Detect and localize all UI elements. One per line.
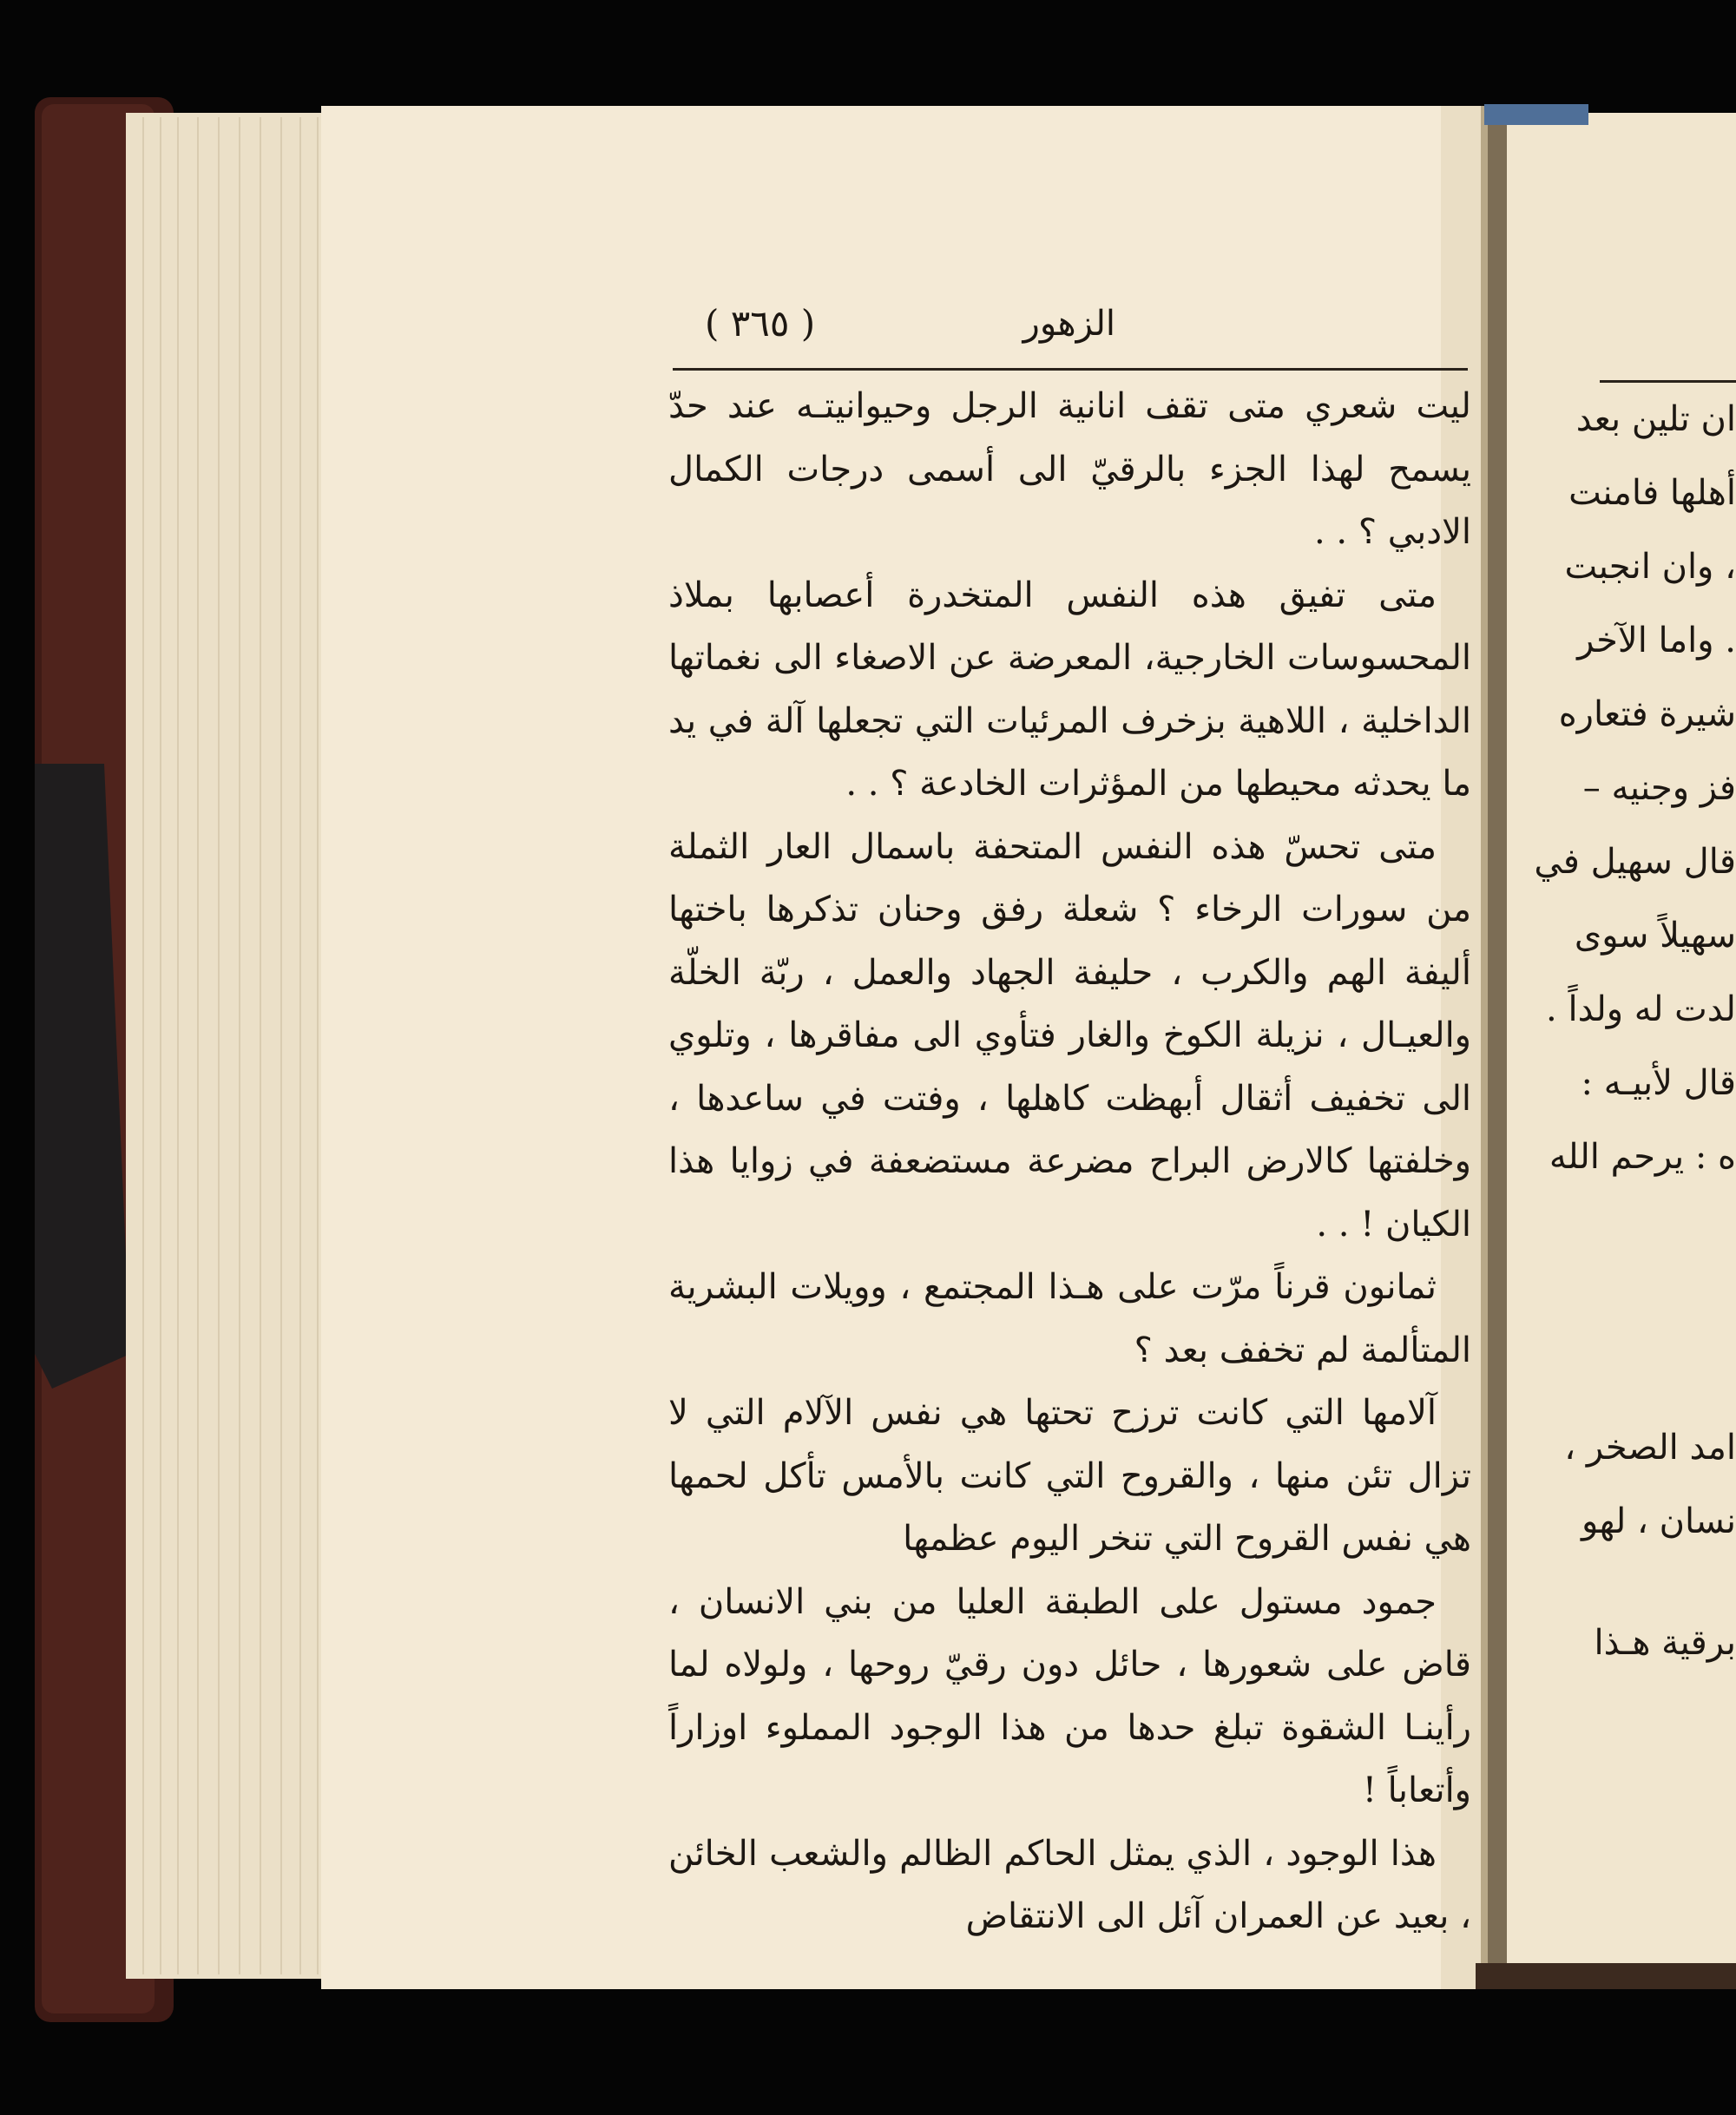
right-page-text-fragments — [1497, 122, 1736, 1961]
right-page-line: ه : يرحم الله — [1549, 1137, 1736, 1177]
right-page-line: برقية هـذا — [1594, 1623, 1736, 1663]
right-page-line: قال لأبيـه : — [1581, 1063, 1736, 1103]
running-title: الزهور — [1023, 304, 1115, 344]
paragraph: آلامها التي كانت ترزح تحتها هي نفس الآلام التي لا تزال تئن منها ، والقروح التي كانت بالأمس تأكل لحمها هي نفس القروح التي تنخر اليوم عظمها — [668, 1393, 1471, 1559]
right-page-line: لدت له ولداً . — [1546, 989, 1736, 1029]
right-page-line: ان تلين بعد — [1575, 399, 1736, 439]
right-page-line: سهيلاً سوى — [1574, 916, 1736, 956]
header-rule — [673, 368, 1468, 371]
paragraph: هذا الوجود ، الذي يمثل الحاكم الظالم والشعب الخائن ، بعيد عن العمران آئل الى الانتقاض — [668, 1833, 1471, 1936]
right-page-line: قال سهيل في — [1534, 842, 1736, 882]
page-number: ( ٣٦٥ ) — [705, 302, 816, 345]
right-page-line: . واما الآخر — [1577, 621, 1736, 660]
body-text — [668, 375, 1471, 1948]
running-header — [668, 286, 1458, 365]
right-page-line: نسان ، لهو — [1581, 1501, 1736, 1541]
paragraph: ليت شعري متى تقف انانية الرجل وحيوانيتـه عند حدّ يسمح لهذا الجزء بالرقيّ الى أسمى درجات الكمال الادبي ؟ . . — [668, 386, 1471, 552]
right-page-line: فز وجنيه – — [1582, 768, 1736, 808]
page-edges — [126, 113, 330, 1979]
paragraph: متى تحسّ هذه النفس المتحفة باسمال العار الثملة من سورات الرخاء ؟ شعلة رفق وحنان تذكرها باختها أليفة الهم والكرب ، حليفة الجهاد والعمل ، ربّة الخلّة والعيـال ، نزيلة الكوخ والغار فتأوي الى مفاقرها ، وتلوي الى تخفيف أثقال أبهظت كاهلها ، وفتت في ساعدها ، وخلفتها كالارض البراح مضرعة مستضعفة في زوايا هذا الكيان ! . . — [668, 826, 1471, 1245]
paragraph: متى تفيق هذه النفس المتخدرة أعصابها بملاذ المحسوسات الخارجية، المعرضة عن الاصغاء الى نغماتها الداخلية ، اللاهية بزخرف المرئيات التي تجعلها آلة في يد ما يحدثه محيطها من المؤثرات الخادعة ؟ . . — [668, 575, 1471, 804]
right-page-line: شيرة فتعاره — [1558, 694, 1736, 734]
right-page-line: امد الصخر ، — [1564, 1428, 1736, 1468]
paragraph: جمود مستول على الطبقة العليا من بني الانسان ، قاض على شعورها ، حائل دون رقيّ روحها ، ولولاه لما رأينـا الشقوة تبلغ حدها من هذا الوجود المملوء اوزاراً وأتعاباً ! — [668, 1581, 1471, 1810]
paragraph: ثمانون قرناً مرّت على هـذا المجتمع ، وويلات البشرية المتألمة لم تخفف بعد ؟ — [668, 1267, 1471, 1370]
right-page-line: أهلها فامنت — [1568, 473, 1736, 513]
right-page-line: ، وان انجبت — [1564, 547, 1736, 587]
